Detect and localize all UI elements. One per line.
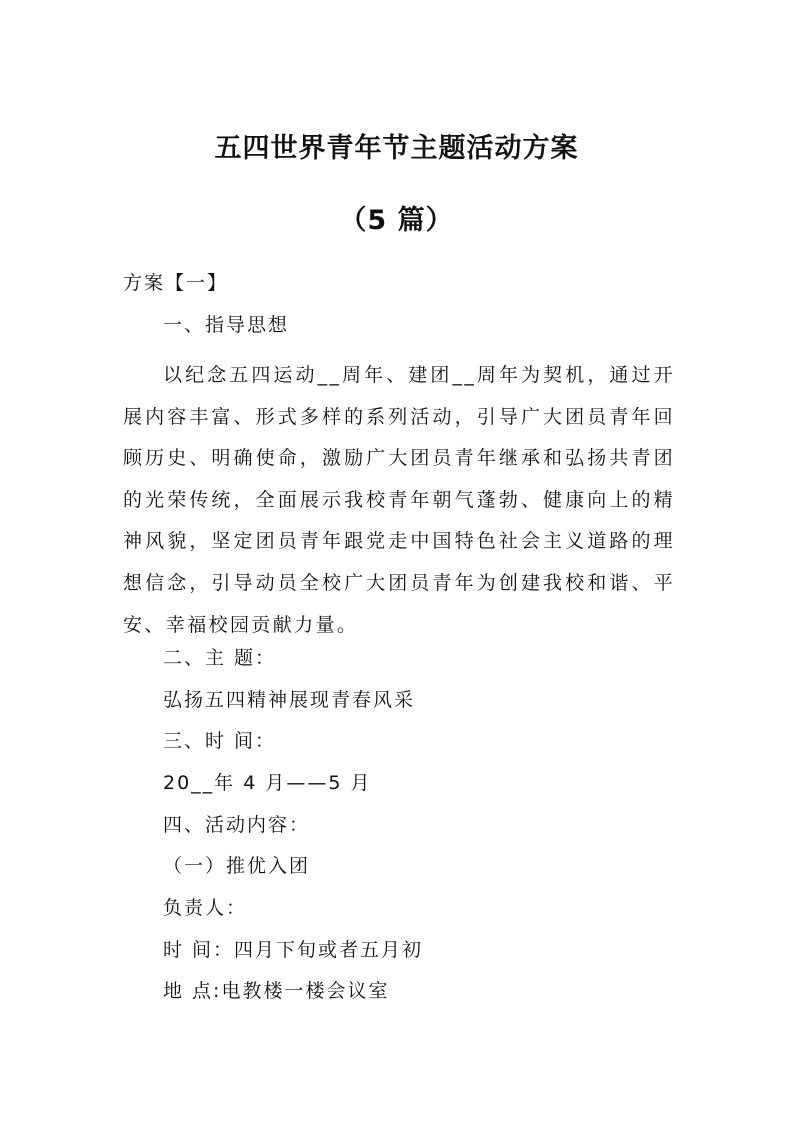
heading-guiding-ideology: 一、指导思想 [163, 314, 290, 336]
section-label: 方案【一】 [123, 272, 229, 294]
theme-text: 弘扬五四精神展现青春风采 [163, 689, 416, 711]
activity-place: 地 点:电教楼一楼会议室 [163, 980, 390, 1002]
document-title: 五四世界青年节主题活动方案 [214, 133, 579, 164]
heading-theme: 二、主 题： [163, 647, 277, 669]
document-subtitle: （5 篇） [339, 205, 454, 236]
heading-time: 三、时 间： [163, 730, 277, 752]
paragraph-guiding-ideology: 以纪念五四运动__周年、建团__周年为契机，通过开展内容丰富、形式多样的系列活动，引导广大团员青年回顾历史、明确使命，激励广大团员青年继承和弘扬共青团的光荣传统，全面展示我校青年朝气蓬勃、健康向上的精神风貌，坚定团员青年跟党走中国特色社会主义道路的理想信念，引导动员全校广大团员青年为创建我校和谐、平安、幸福校园贡献力量。 [123, 364, 675, 636]
activity-time: 时 间：四月下旬或者五月初 [163, 939, 424, 961]
responsible-person: 负责人： [163, 897, 248, 919]
time-text: 20__年 4 月——5 月 [163, 772, 372, 794]
heading-activities: 四、活动内容： [163, 814, 311, 836]
activity-item-recommend: （一）推优入团 [163, 855, 311, 877]
